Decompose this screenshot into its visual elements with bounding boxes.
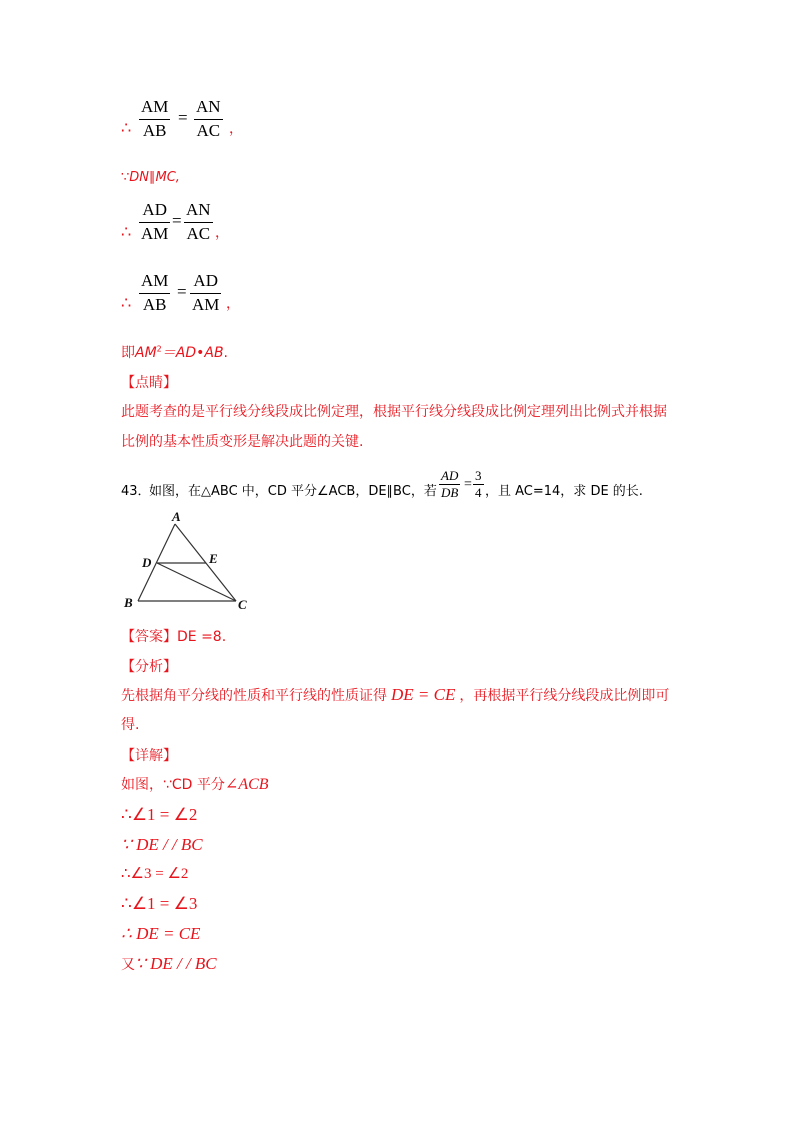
comma: ， bbox=[215, 225, 229, 241]
question-fraction-ad-db bbox=[439, 469, 460, 500]
therefore-symbol: ∴ bbox=[121, 222, 132, 241]
fraction-numerator: AM bbox=[141, 97, 169, 116]
label-e: E bbox=[209, 551, 218, 566]
detail-line-7 bbox=[121, 954, 217, 974]
fraction-numerator: AD bbox=[193, 271, 218, 290]
detail-line-5: ∴∠1 = ∠3 bbox=[121, 894, 198, 913]
conclusion-exponent: 2 bbox=[156, 344, 162, 354]
answer-line bbox=[121, 626, 226, 646]
fraction-ad-am bbox=[139, 200, 170, 244]
because-line: ∵DN∥MC, bbox=[121, 170, 180, 185]
detail-line-7-prefix: 又 bbox=[121, 957, 135, 973]
conclusion-prefix: 即 bbox=[121, 345, 135, 361]
therefore-symbol: ∴ bbox=[121, 293, 132, 312]
comment-heading: 【点睛】 bbox=[121, 375, 177, 391]
comment-text-line-1: 此题考查的是平行线分线段成比例定理，根据平行线分线段成比例定理列出比例式并根据 bbox=[121, 404, 667, 420]
equals-sign: = bbox=[464, 477, 472, 492]
fraction-bar bbox=[139, 119, 170, 120]
fraction-am-ab bbox=[139, 271, 170, 315]
analysis-heading: 【分析】 bbox=[121, 659, 177, 675]
label-d: D bbox=[142, 555, 152, 570]
fraction-numerator: 3 bbox=[475, 468, 482, 483]
detail-line-3: ∵ DE / / BC bbox=[121, 835, 203, 854]
analysis-text-before: 先根据角平分线的性质和平行线的性质证得 bbox=[121, 688, 387, 704]
comma: ， bbox=[226, 296, 240, 312]
label-a: A bbox=[172, 509, 181, 524]
detail-line-6: ∴ DE = CE bbox=[121, 924, 201, 943]
therefore-symbol: ∴ bbox=[121, 118, 132, 137]
fraction-bar bbox=[139, 293, 170, 294]
fraction-numerator: AN bbox=[196, 97, 221, 116]
fraction-numerator: AM bbox=[141, 271, 169, 290]
detail-heading: 【详解】 bbox=[121, 748, 177, 764]
fraction-numerator: AD bbox=[142, 200, 167, 219]
triangle-figure bbox=[120, 506, 260, 614]
conclusion-line bbox=[121, 342, 228, 362]
question-number: 43． bbox=[121, 484, 151, 499]
analysis-line-1 bbox=[121, 685, 669, 706]
conclusion-end: . bbox=[223, 345, 228, 361]
fraction-am-ab bbox=[139, 97, 170, 141]
fraction-ad-am bbox=[190, 271, 221, 315]
fraction-denominator: AM bbox=[192, 295, 220, 314]
fraction-denominator: AC bbox=[196, 121, 221, 140]
analysis-math: DE = CE bbox=[391, 685, 456, 704]
detail-line-1-text: 如图，∵CD 平分 bbox=[121, 777, 225, 793]
equals-sign: = bbox=[177, 282, 187, 301]
fraction-denominator: 4 bbox=[475, 485, 482, 500]
question-fraction-3-4 bbox=[473, 469, 484, 500]
detail-line-1 bbox=[121, 775, 269, 795]
fraction-denominator: AM bbox=[141, 224, 169, 243]
detail-line-2: ∴∠1 = ∠2 bbox=[121, 805, 198, 824]
equals-sign: = bbox=[178, 108, 188, 127]
fraction-denominator: AC bbox=[186, 224, 211, 243]
question-text-after: ，且 AC=14，求 DE 的长. bbox=[485, 484, 643, 499]
comment-text-line-2: 比例的基本性质变形是解决此题的关键. bbox=[121, 434, 364, 450]
analysis-text-after: ，再根据平行线分线段成比例即可 bbox=[459, 688, 670, 704]
analysis-line-2: 得. bbox=[121, 717, 140, 733]
detail-line-1-math: ∠ACB bbox=[224, 776, 269, 793]
fraction-numerator: AN bbox=[186, 200, 211, 219]
detail-line-7-math: ∵ DE / / BC bbox=[135, 954, 217, 973]
detail-line-4: ∴∠3 = ∠2 bbox=[121, 866, 189, 882]
label-b: B bbox=[124, 595, 133, 610]
fraction-an-ac bbox=[184, 200, 213, 244]
label-c: C bbox=[238, 597, 247, 612]
fraction-denominator: DB bbox=[441, 485, 459, 500]
fraction-denominator: AB bbox=[142, 295, 167, 314]
answer-value: DE =8. bbox=[177, 629, 227, 645]
conclusion-lhs: AM bbox=[135, 345, 157, 361]
fraction-numerator: AD bbox=[441, 468, 459, 483]
fraction-bar bbox=[190, 293, 221, 294]
conclusion-rhs: ＝AD•AB bbox=[161, 345, 224, 361]
comma: ， bbox=[229, 121, 243, 137]
segment-dc bbox=[157, 563, 236, 601]
fraction-bar bbox=[194, 119, 223, 120]
equals-sign: = bbox=[172, 211, 182, 230]
fraction-an-ac bbox=[194, 97, 223, 141]
fraction-bar bbox=[184, 222, 213, 223]
fraction-denominator: AB bbox=[142, 121, 167, 140]
question-text-before: 如图，在△ABC 中，CD 平分∠ACB，DE∥BC，若 bbox=[149, 484, 437, 499]
fraction-bar bbox=[139, 222, 170, 223]
answer-heading: 【答案】 bbox=[121, 629, 177, 645]
